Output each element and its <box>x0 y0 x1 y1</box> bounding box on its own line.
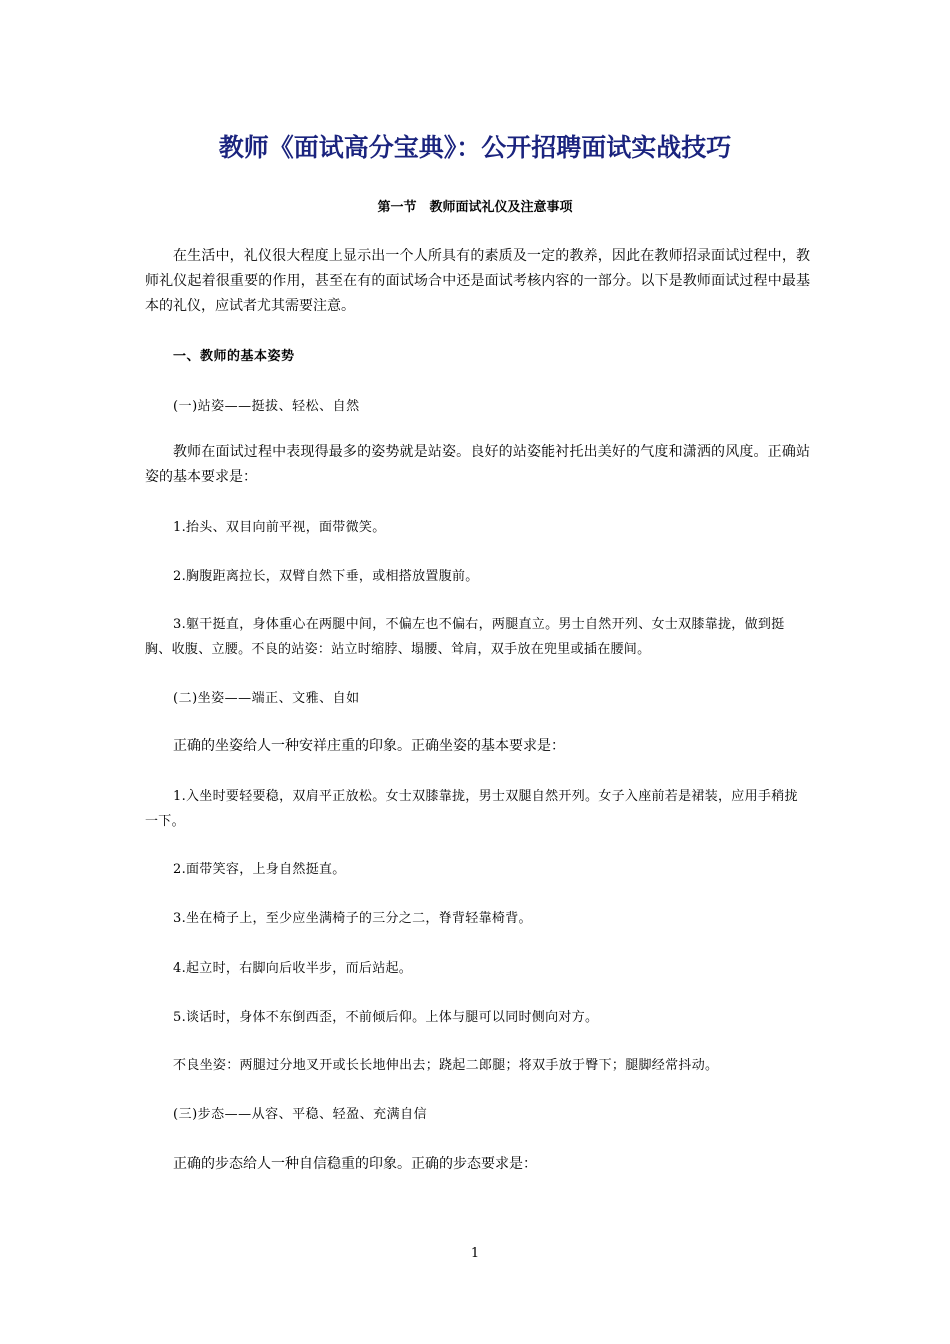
subhead-sitting: (二)坐姿——端正、文雅、自如 <box>173 691 360 706</box>
page-number: 1 <box>470 1246 480 1261</box>
sitting-item-4: 4.起立时，右脚向后收半步，而后站起。 <box>173 961 413 976</box>
sitting-item-3: 3.坐在椅子上，至少应坐满椅子的三分之二，脊背轻靠椅背。 <box>173 911 532 926</box>
standing-item-1: 1.抬头、双目向前平视，面带微笑。 <box>173 520 386 535</box>
document-title: 教师《面试高分宝典》：公开招聘面试实战技巧 <box>218 133 732 162</box>
sitting-bad-posture: 不良坐姿：两腿过分地叉开或长长地伸出去；跷起二郎腿；将双手放于臀下；腿脚经常抖动。 <box>173 1058 719 1073</box>
standing-item-3: 3.躯干挺直，身体重心在两腿中间，不偏左也不偏右，两腿直立。男士自然开列、女士双膝靠拢，做到挺胸、收腹、立腰。不良的站姿：站立时缩脖、塌腰、耸肩，双手放在兜里或插在腰间。 <box>145 617 785 657</box>
heading-basic-posture: 一、教师的基本姿势 <box>173 349 295 364</box>
sitting-description: 正确的坐姿给人一种安祥庄重的印象。正确坐姿的基本要求是： <box>173 738 565 754</box>
intro-paragraph: 在生活中，礼仪很大程度上显示出一个人所具有的素质及一定的教养，因此在教师招录面试过程中，教师礼仪起着很重要的作用，甚至在有的面试场合中还是面试考核内容的一部分。以下是教师面试过程中最基本的礼仪，应试者尤其需要注意。 <box>145 248 810 314</box>
sitting-item-2: 2.面带笑容，上身自然挺直。 <box>173 862 346 877</box>
standing-description: 教师在面试过程中表现得最多的姿势就是站姿。良好的站姿能衬托出美好的气度和潇洒的风度。正确站姿的基本要求是： <box>145 444 810 485</box>
sitting-item-1: 1.入坐时要轻要稳，双肩平正放松。女士双膝靠拢，男士双腿自然开列。女子入座前若是裙装，应用手稍拢一下。 <box>145 789 798 829</box>
walking-description: 正确的步态给人一种自信稳重的印象。正确的步态要求是： <box>173 1156 537 1172</box>
standing-item-2: 2.胸腹距离拉长，双臂自然下垂，或相搭放置腹前。 <box>173 569 479 584</box>
subhead-walking: (三)步态——从容、平稳、轻盈、充满自信 <box>173 1107 428 1122</box>
section-title: 第一节 教师面试礼仪及注意事项 <box>377 200 573 215</box>
sitting-item-5: 5.谈话时，身体不东倒西歪，不前倾后仰。上体与腿可以同时侧向对方。 <box>173 1010 599 1025</box>
subhead-standing: (一)站姿——挺拔、轻松、自然 <box>173 399 360 414</box>
